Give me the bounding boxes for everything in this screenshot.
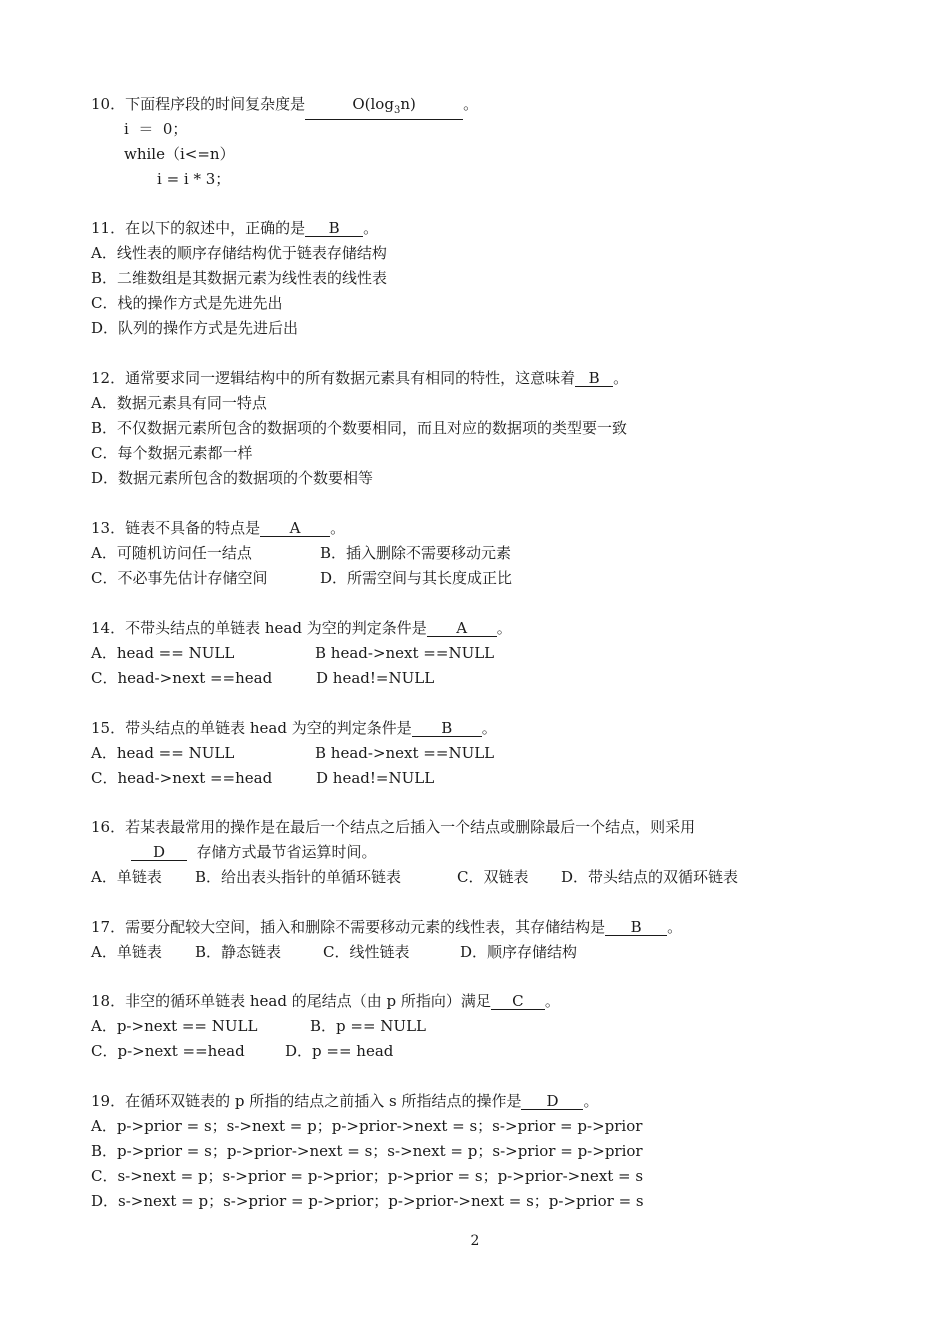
- code-line: while（i<=n）: [124, 145, 235, 163]
- option: C．head->next ==head: [91, 669, 273, 687]
- option: B．p == NULL: [310, 1017, 426, 1035]
- page-number: 2: [470, 1233, 480, 1249]
- option: B．插入删除不需要移动元素: [320, 544, 512, 562]
- option: A．head == NULL: [91, 744, 235, 762]
- question-12-stem: 12．通常要求同一逻辑结构中的所有数据元素具有相同的特性，这意味着 B 。: [91, 369, 629, 387]
- option: C．head->next ==head: [91, 769, 273, 787]
- option: D．数据元素所包含的数据项的个数要相等: [91, 469, 374, 487]
- option: A．单链表: [91, 943, 162, 961]
- answer-blank: $O(\log_3n)$: [305, 96, 463, 120]
- option: D．顺序存储结构: [460, 943, 578, 961]
- option: D．带头结点的双循环链表: [561, 868, 739, 886]
- question-14-stem: 14．不带头结点的单链表 head 为空的判定条件是 A 。: [91, 619, 512, 637]
- answer-blank: C: [491, 993, 545, 1010]
- question-18-stem: 18．非空的循环单链表 head 的尾结点（由 p 所指向）满足 C 。: [91, 992, 560, 1010]
- option: D．所需空间与其长度成正比: [320, 569, 513, 587]
- answer-blank: B: [575, 370, 613, 387]
- option: A．可随机访问任一结点: [91, 544, 252, 562]
- question-15-stem: 15．带头结点的单链表 head 为空的判定条件是 B 。: [91, 719, 497, 737]
- answer-blank: B: [412, 720, 482, 737]
- question-11-stem: 11．在以下的叙述中，正确的是 B 。: [91, 219, 379, 237]
- option: B．p->prior = s；p->prior->next = s；s->next = p；s->prior = p->prior: [91, 1142, 643, 1160]
- option: A．p->next == NULL: [91, 1017, 258, 1035]
- answer-blank: A: [427, 620, 497, 637]
- option: A．线性表的顺序存储结构优于链表存储结构: [91, 244, 387, 262]
- answer-blank: B: [605, 919, 667, 936]
- option: C．s->next = p；s->prior = p->prior；p->prior = s；p->prior->next = s: [91, 1167, 644, 1185]
- option: D．队列的操作方式是先进后出: [91, 319, 299, 337]
- answer-blank: D: [131, 844, 187, 861]
- option: C．线性链表: [323, 943, 410, 961]
- question-17-stem: 17．需要分配较大空间，插入和删除不需要移动元素的线性表，其存储结构是 B 。: [91, 918, 683, 936]
- question-16-stem: 16．若某表最常用的操作是在最后一个结点之后插入一个结点或删除最后一个结点，则采用: [91, 818, 696, 836]
- question-19-stem: 19．在循环双链表的 p 所指的结点之前插入 s 所指结点的操作是 D 。: [91, 1092, 599, 1110]
- option: B．不仅数据元素所包含的数据项的个数要相同，而且对应的数据项的类型要一致: [91, 419, 628, 437]
- option: A．数据元素具有同一特点: [91, 394, 267, 412]
- option: D head!=NULL: [316, 669, 435, 687]
- option: B．静态链表: [195, 943, 282, 961]
- question-13-stem: 13．链表不具备的特点是 A 。: [91, 519, 346, 537]
- option: A．单链表: [91, 868, 162, 886]
- option: A．p->prior = s；s->next = p；p->prior->next = s；s->prior = p->prior: [91, 1117, 643, 1135]
- option: A．head == NULL: [91, 644, 235, 662]
- option: D head!=NULL: [316, 769, 435, 787]
- question-16-stem-continued: D 存储方式最节省运算时间。: [131, 842, 377, 862]
- answer-blank: D: [521, 1093, 583, 1110]
- answer-blank: A: [260, 520, 330, 537]
- option: C．p->next ==head: [91, 1042, 245, 1060]
- option: C．栈的操作方式是先进先出: [91, 294, 283, 312]
- code-line: i = i * 3；: [157, 170, 231, 188]
- option: D．s->next = p；s->prior = p->prior；p->prior->next = s；p->prior = s: [91, 1192, 644, 1210]
- option: B．二维数组是其数据元素为线性表的线性表: [91, 269, 388, 287]
- option: B head->next ==NULL: [315, 644, 495, 662]
- answer-blank: B: [305, 220, 363, 237]
- option: C．双链表: [457, 868, 529, 886]
- question-10-stem: 10．下面程序段的时间复杂度是 $O(\log_3n)$ 。: [91, 94, 478, 120]
- option: C．每个数据元素都一样: [91, 444, 253, 462]
- option: C．不必事先估计存储空间: [91, 569, 268, 587]
- option: B head->next ==NULL: [315, 744, 495, 762]
- option: B．给出表头指针的单循环链表: [195, 868, 402, 886]
- option: D．p == head: [285, 1042, 394, 1060]
- code-line: i ＝ 0；: [124, 120, 188, 138]
